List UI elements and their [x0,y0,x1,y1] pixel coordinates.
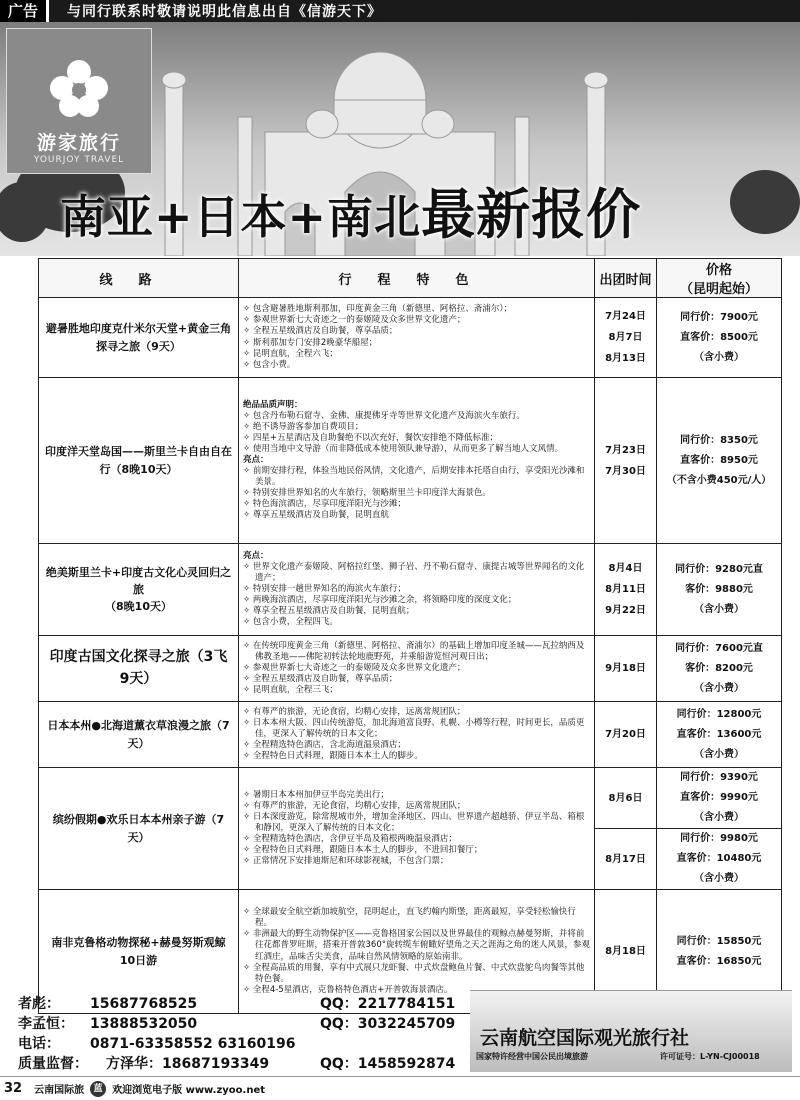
feature-item: ✧ 特别安排世界知名的火车旅行，领略斯里兰卡印度洋大海景色。 [243,488,491,499]
contact-label: 者彪： [18,996,60,1012]
agency-license: 许可证号：L-YN-CJ00018 [660,1052,760,1061]
date: 8月11日 [605,584,646,595]
date: 8月7日 [608,332,643,343]
feature-item: ✧ 非洲最大的野生动物保护区——克鲁格国家公园以及世界最佳的观鲸点赫曼努斯，并将前往花都普罗旺斯，搭乘开普敦360°旋转缆车俯瞰好望角之天之涯海之角的迷人风景，参观红酒庄，品味舌尖美食，品味自然风情领略的原始南非。 [243,929,590,962]
price-line: 客价：9880元 [685,583,753,595]
table-row [39,544,782,636]
feature-label: 绝品品质声明： [243,399,303,410]
departure-dates [595,636,657,702]
price-line: （含小费） [694,873,744,884]
feature-item: ✧ 全程高品质的用餐，享有中式展只龙虾餐、中式炊盘鲍鱼片餐、中式炊盘鸵鸟肉餐等其他特色餐。 [243,962,585,984]
date: 8月6日 [608,792,643,804]
header-price-label: 价格 [705,263,732,278]
price-line: （含小费） [694,351,744,363]
source-notice: 与同行联系时敬请说明此信息出自《信游天下》 [67,4,383,20]
feature-item: ✧ 包含避暑胜地斯利那加，印度黄金三角（新德里、阿格拉、斋浦尔）； [243,304,513,315]
contact-block [18,994,490,1074]
company-logo [6,28,152,174]
contact-label: 质量监督： [18,1056,88,1072]
feature-item: ✧ 特色海滨酒店，尽享印度洋阳光与沙滩； [243,499,406,510]
header-date: 出团时间 [595,259,657,298]
price-cell [657,636,782,702]
page-footer [0,1076,800,1100]
date: 9月18日 [605,663,646,674]
feature-item: ✧ 日本本州大阪、四山传统游览，加北海道富良野、札幌、小樽等行程，时间更长，品质更佳，更深入了解传统的日本文化； [243,717,585,739]
feature-item: ✧ 包含小费。 [243,359,296,370]
price-line: 直客价：8500元 [680,331,758,343]
price-table [38,258,782,1014]
contact-qq: QQ：1458592874 [320,1056,456,1072]
departure-dates [595,298,657,378]
price-line: （含小费） [694,603,744,615]
feature-item: ✧ 世界文化遗产泰姬陵、阿格拉红堡、狮子岩、丹不勒石窟寺、康提古城等世界闻名的文化遗产； [243,561,585,583]
date: 9月22日 [605,605,646,616]
feature-item: ✧ 全程精选特色酒店，含伊豆半岛及箱根两晚温泉酒店； [243,834,457,845]
header-features: 行程特色 [239,259,595,298]
feature-item: ✧ 特别安排一趟世界知名的海滨火车旅行； [243,583,406,594]
feature-item: ✧ 在传统印度黄金三角（新德里、阿格拉、斋浦尔）的基础上增加印度圣城——瓦拉纳西及佛教圣地——佛陀初转法轮地鹿野苑，并乘船游览恒河观日出； [243,640,585,662]
feature-item: ✧ 包含小费，全程四飞。 [243,617,338,628]
feature-item: ✧ 绝不诱导游客参加自费项目； [243,421,364,432]
route-features [239,298,595,378]
feature-label: 亮点： [243,550,269,561]
date: 8月18日 [605,946,646,957]
price-line: 客价：8200元 [685,662,753,674]
price-line: 同行价：8350元 [680,434,758,446]
table-row [39,378,782,544]
agency-block [470,990,792,1072]
badge-icon: 蓝 [90,1081,106,1097]
price-line: 同行价：15850元 [676,935,762,947]
flower-logo-icon [44,58,114,120]
route-name: 印度古国文化探寻之旅（3飞9天） [39,636,239,702]
table-header-row [39,259,782,298]
contact-label: 电话： [18,1036,60,1052]
date: 7月20日 [605,729,646,740]
departure-dates [595,702,657,768]
table-row [39,768,782,829]
top-banner [0,0,800,22]
route-features [239,636,595,702]
date: 8月4日 [608,563,643,574]
feature-item: ✧ 暑期日本本州加伊豆半岛完美出行； [243,789,389,800]
date: 7月30日 [605,465,646,477]
feature-item: ✧ 全程精选特色酒店，含北海道温泉酒店； [243,740,406,751]
route-name: 缤纷假期●欢乐日本本州亲子游（7天） [39,768,239,890]
headline [60,172,641,249]
table-row [39,298,782,378]
feature-item: ✧ 全球最安全航空新加坡航空，昆明起止，直飞约翰内斯堡，距离最短，享受轻松愉快行程。 [243,907,576,929]
feature-item: ✧ 前期安排行程，体验当地民俗风情，文化遗产，后期安排本托塔自由行，享受阳光沙滩和美景。 [243,466,585,488]
price-line: （不含小费450元/人） [666,474,772,486]
feature-item: ✧ 参观世界新七大奇迹之一的泰姬陵及众多世界文化遗产； [243,315,466,326]
route-name: 南非克鲁格动物探秘+赫曼努斯观鲸10日游 [39,890,239,1014]
date: 8月13日 [605,353,646,364]
route-title: 绝美斯里兰卡+印度古文化心灵回归之旅 [45,565,232,596]
header-price [657,259,782,298]
route-features [239,378,595,544]
contact-phone: 方泽华：18687193349 [106,1056,270,1072]
price-line: （含小费） [694,682,744,694]
feature-item: ✧ 全程特色日式料理，跟随日本本土人的脚步。 [243,751,423,762]
feature-item: ✧ 包含丹布勒石窟寺、金佛、康提佛牙寺等世界文化遗产及海滨火车旅行。 [243,410,525,421]
header-price-sub: （昆明起始） [679,282,758,297]
feature-item: ✧ 尊享全程五星级酒店及自助餐，昆明直航； [243,606,415,617]
table-row [39,702,782,768]
price-cell [657,702,782,768]
route-name [39,544,239,636]
route-features [239,768,595,890]
feature-item: ✧ 参观世界新七大奇迹之一的泰姬陵及众多世界文化遗产； [243,662,466,673]
route-days: （8晚10天） [105,600,172,614]
paper-name: 云南国际旅 [34,1085,85,1096]
feature-item: ✧ 全程五星级酒店及自助餐，尊享品质； [243,326,398,337]
feature-item: ✧ 四星+五星酒店及自助餐绝不以次充好，餐饮安排绝不降低标准； [243,432,498,443]
hero-banner [0,22,800,256]
price-line: 同行价：12800元 [676,708,762,720]
feature-item: ✧ 全程特色日式料理，跟随日本本土人的脚步，不进回扣餐厅； [243,845,483,856]
contact-phone: 15687768525 [90,996,198,1012]
price-line: （含小费） [694,812,744,823]
contact-row [18,1034,490,1054]
price-cell [657,544,782,636]
route-name: 印度洋天堂岛国——斯里兰卡自由自在行（8晚10天） [39,378,239,544]
date: 8月17日 [605,853,646,865]
contact-row [18,994,490,1014]
feature-item: ✧ 斯利那加专门安排2晚豪华船屋； [243,337,378,348]
contact-row [18,1054,490,1074]
feature-item: ✧ 全程4-5星酒店，克鲁格特色酒店+开普敦海景酒店。 [243,984,453,995]
price-line: 直客价：9990元 [680,792,758,803]
headline-part1: 南亚+日本+南北 [60,190,422,244]
date: 7月24日 [605,311,646,322]
route-name: 日本本州●北海道薰衣草浪漫之旅（7天） [39,702,239,768]
footer-link[interactable]: 欢迎浏览电子版 www.zyoo.net [112,1085,266,1096]
table-row [39,636,782,702]
agency-subtitle: 国家特许经营中国公民出境旅游 [476,1052,588,1061]
feature-item: ✧ 使用当地中文导游（而非降低成本使用领队兼导游），从而更多了解当地人文风情。 [243,443,564,454]
feature-item: ✧ 两晚海滨酒店，尽享印度洋阳光与沙滩之余，将领略印度的深度文化； [243,595,517,606]
ad-label: 广告 [0,0,49,22]
price-line: 同行价：7600元直 [675,642,763,654]
route-name: 避暑胜地印度克什米尔天堂+黄金三角探寻之旅（9天） [39,298,239,378]
price-line: 直客价：8950元 [680,454,758,466]
departure-dates [595,544,657,636]
price-cell [657,768,782,829]
price-line: 直客价：13600元 [676,728,762,740]
feature-item: ✧ 有尊严的旅游，无论食宿，均精心安排，远离常规团队； [243,800,466,811]
price-cell [657,378,782,544]
agency-name: 云南航空国际观光旅行社 [480,1027,690,1049]
departure-dates [595,378,657,544]
price-line: 同行价：9390元 [680,772,758,783]
date: 7月23日 [605,444,646,456]
feature-item: ✧ 有尊严的旅游，无论食宿，均精心安排，远离常规团队； [243,706,466,717]
feature-label: 亮点： [243,454,269,465]
feature-item: ✧ 全程五星级酒店及自助餐，尊享品质； [243,674,398,685]
route-features [239,544,595,636]
logo-name-en: YOURJOY TRAVEL [33,155,125,165]
contact-row [18,1014,490,1034]
contact-qq: QQ：3032245709 [320,1016,456,1032]
price-cell [657,298,782,378]
price-line: 直客价：10480元 [676,853,762,864]
departure-dates [595,768,657,829]
price-line: 同行价：9980元 [680,833,758,844]
headline-part2: 最新报价 [421,183,642,246]
logo-name-cn: 游家旅行 [36,132,121,154]
route-features [239,702,595,768]
feature-item: ✧ 尊享五星级酒店及自助餐，昆明直航 [243,510,389,521]
page-number: 32 [4,1081,23,1096]
header-route: 线路 [39,259,239,298]
departure-dates [595,829,657,890]
contact-qq: QQ：2217784151 [320,996,456,1012]
contact-phone: 13888532050 [90,1016,198,1032]
price-line: 直客价：16850元 [676,955,762,967]
feature-item: ✧ 日本深度游览，除常规城市外，增加金泽地区、四山、世界遗产超越骄、伊豆半岛、箱根和静冈，更深入了解传统的日本文化； [243,811,585,833]
feature-item: ✧ 正常情况下安排迪斯尼和环球影视城，不包含门票； [243,856,449,867]
price-line: 同行价：7900元 [680,311,758,323]
contact-label: 李孟恒： [18,1016,74,1032]
contact-phone: 0871-63358552 63160196 [90,1036,296,1052]
feature-item: ✧ 昆明直航，全程六飞； [243,348,338,359]
price-cell [657,829,782,890]
price-line: （含小费） [694,748,744,760]
price-line: 同行价：9280元直 [675,563,763,575]
feature-item: ✧ 昆明直航，全程三飞； [243,685,338,696]
